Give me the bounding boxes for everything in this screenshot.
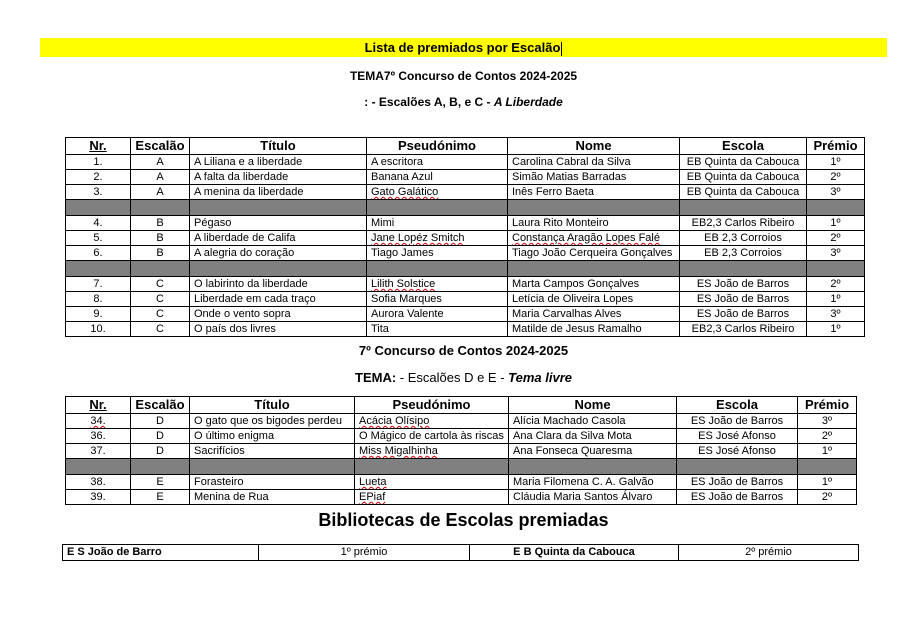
cell-escalao: A: [131, 170, 190, 185]
cell-nome: Maria Filomena C. A. Galvão: [509, 475, 677, 490]
separator-cell: [807, 261, 865, 277]
section2-title-text: 7º Concurso de Contos 2024-2025: [358, 343, 569, 358]
section1-title-text: TEMA7º Concurso de Contos 2024-2025: [349, 69, 578, 83]
cell-pseudonimo: Tita: [367, 322, 508, 337]
section2-label: TEMA:: [355, 370, 397, 385]
cell-titulo: O país dos livres: [190, 322, 367, 337]
header-titulo: Título: [190, 397, 355, 414]
section2-subtitle: [40, 370, 887, 385]
header-premio: Prémio: [807, 138, 865, 155]
header-escalao: Escalão: [131, 397, 190, 414]
library-school-1: E S João de Barro: [63, 545, 259, 561]
cell-nr: 10.: [66, 322, 131, 337]
separator-cell: [66, 200, 131, 216]
cell-escola: EB2,3 Carlos Ribeiro: [680, 322, 807, 337]
cell-escola: ES João de Barros: [677, 414, 798, 429]
cell-escalao: A: [131, 185, 190, 200]
cell-escalao: D: [131, 414, 190, 429]
header-escalao: Escalão: [131, 138, 190, 155]
cell-nome: Ana Fonseca Quaresma: [509, 444, 677, 459]
cell-escalao: E: [131, 475, 190, 490]
cell-escola: EB Quinta da Cabouca: [680, 170, 807, 185]
cell-premio: 3º: [807, 307, 865, 322]
cell-nome: Matilde de Jesus Ramalho: [508, 322, 680, 337]
separator-cell: [131, 459, 190, 475]
cell-nome: Alícia Machado Casola: [509, 414, 677, 429]
cell-escola: ES João de Barros: [680, 277, 807, 292]
awards-table-abc-body: [66, 155, 865, 337]
separator-cell: [367, 261, 508, 277]
cell-nr: 37.: [66, 444, 131, 459]
cell-nr: 7.: [66, 277, 131, 292]
cell-nome: Maria Carvalhas Alves: [508, 307, 680, 322]
cell-premio: 1º: [798, 444, 857, 459]
cell-pseudonimo: Aurora Valente: [367, 307, 508, 322]
cell-pseudonimo: O Mágico de cartola às riscas: [355, 429, 509, 444]
section1-subtitle: [40, 95, 887, 109]
awards-table-abc: [65, 137, 865, 337]
library-prize-2: 2º prémio: [679, 545, 859, 561]
separator-cell: [66, 261, 131, 277]
separator-cell: [190, 261, 367, 277]
cell-nr: 6.: [66, 246, 131, 261]
cell-premio: 3º: [798, 414, 857, 429]
cell-escalao: C: [131, 307, 190, 322]
cell-escalao: C: [131, 292, 190, 307]
header-titulo: Título: [190, 138, 367, 155]
cell-premio: 1º: [807, 322, 865, 337]
table-row: [66, 322, 865, 337]
cell-premio: 3º: [807, 246, 865, 261]
separator-cell: [66, 459, 131, 475]
header-premio: Prémio: [798, 397, 857, 414]
separator-cell: [355, 459, 509, 475]
cell-escola: EB Quinta da Cabouca: [680, 155, 807, 170]
table-row: [66, 307, 865, 322]
libraries-row: [63, 545, 859, 561]
cell-nr: 36.: [66, 429, 131, 444]
table-row: [66, 231, 865, 246]
section1-theme: A Liberdade: [493, 95, 563, 109]
cell-nr: 2.: [66, 170, 131, 185]
cell-titulo: Forasteiro: [190, 475, 355, 490]
cell-pseudonimo: Acácia Olísipo: [355, 414, 509, 429]
separator-cell: [131, 261, 190, 277]
text-cursor: [561, 42, 562, 56]
banner-title-text: Lista de premiados por Escalão: [364, 40, 561, 55]
cell-premio: 3º: [807, 185, 865, 200]
cell-nome: Constança Aragão Lopes Falé: [508, 231, 680, 246]
cell-escola: ES João de Barros: [680, 307, 807, 322]
header-escola: Escola: [680, 138, 807, 155]
separator-cell: [680, 261, 807, 277]
separator-cell: [190, 459, 355, 475]
header-nome: Nome: [508, 138, 680, 155]
cell-premio: 2º: [798, 490, 857, 505]
cell-escalao: B: [131, 246, 190, 261]
table-row: [66, 292, 865, 307]
header-escola: Escola: [677, 397, 798, 414]
cell-titulo: Sacrifícios: [190, 444, 355, 459]
cell-escola: ES José Afonso: [677, 429, 798, 444]
cell-escola: EB 2,3 Corroios: [680, 246, 807, 261]
cell-premio: 1º: [807, 216, 865, 231]
group-separator-row: [66, 261, 865, 277]
cell-nome: Simão Matias Barradas: [508, 170, 680, 185]
table-row: [66, 185, 865, 200]
cell-nome: Laura Rito Monteiro: [508, 216, 680, 231]
section1-subtitle-prefix: : - Escalões A, B, e C -: [364, 95, 494, 109]
cell-pseudonimo: Gato Galático: [367, 185, 508, 200]
table-header-row: [66, 138, 865, 155]
header-nr: Nr.: [66, 397, 131, 414]
cell-escalao: B: [131, 216, 190, 231]
cell-titulo: A liberdade de Califa: [190, 231, 367, 246]
library-school-2: E B Quinta da Cabouca: [470, 545, 679, 561]
cell-pseudonimo: EPiaf: [355, 490, 509, 505]
library-prize-1: 1º prémio: [259, 545, 470, 561]
separator-cell: [190, 200, 367, 216]
cell-titulo: A menina da liberdade: [190, 185, 367, 200]
separator-cell: [807, 200, 865, 216]
cell-escola: ES João de Barros: [680, 292, 807, 307]
awards-table-de-body: [66, 414, 857, 505]
cell-escola: ES João de Barros: [677, 490, 798, 505]
header-pseudonimo: Pseudónimo: [355, 397, 509, 414]
separator-cell: [508, 261, 680, 277]
cell-nome: Marta Campos Gonçalves: [508, 277, 680, 292]
cell-premio: 2º: [807, 231, 865, 246]
cell-escola: ES José Afonso: [677, 444, 798, 459]
cell-escalao: C: [131, 322, 190, 337]
cell-titulo: Onde o vento sopra: [190, 307, 367, 322]
cell-nr: 39.: [66, 490, 131, 505]
separator-cell: [508, 200, 680, 216]
cell-escalao: A: [131, 155, 190, 170]
table-row: [66, 490, 857, 505]
libraries-table: [62, 544, 859, 561]
cell-premio: 2º: [807, 170, 865, 185]
separator-cell: [367, 200, 508, 216]
cell-escola: EB 2,3 Corroios: [680, 231, 807, 246]
table-header-row: [66, 397, 857, 414]
section2-subtitle-mid: - Escalões D e E -: [396, 370, 509, 385]
cell-escalao: C: [131, 277, 190, 292]
cell-nome: Tiago João Cerqueira Gonçalves: [508, 246, 680, 261]
cell-titulo: A alegria do coração: [190, 246, 367, 261]
cell-nr: 8.: [66, 292, 131, 307]
separator-cell: [677, 459, 798, 475]
table-row: [66, 170, 865, 185]
cell-titulo: Pégaso: [190, 216, 367, 231]
cell-escola: EB Quinta da Cabouca: [680, 185, 807, 200]
table-row: [66, 414, 857, 429]
cell-nr: 9.: [66, 307, 131, 322]
cell-escalao: E: [131, 490, 190, 505]
libraries-heading: Bibliotecas de Escolas premiadas: [318, 510, 609, 530]
cell-pseudonimo: Tiago James: [367, 246, 508, 261]
cell-escalao: B: [131, 231, 190, 246]
cell-nr: 34.: [66, 414, 131, 429]
cell-titulo: O gato que os bigodes perdeu: [190, 414, 355, 429]
header-pseudonimo: Pseudónimo: [367, 138, 508, 155]
cell-pseudonimo: Jane Lopéz Smitch: [367, 231, 508, 246]
separator-cell: [131, 200, 190, 216]
header-nome: Nome: [509, 397, 677, 414]
cell-titulo: O último enigma: [190, 429, 355, 444]
cell-pseudonimo: Sofia Marques: [367, 292, 508, 307]
cell-escola: EB2,3 Carlos Ribeiro: [680, 216, 807, 231]
cell-nr: 38.: [66, 475, 131, 490]
section1-title: [40, 69, 887, 83]
cell-pseudonimo: Mimi: [367, 216, 508, 231]
table-row: [66, 444, 857, 459]
section2-theme: Tema livre: [508, 370, 572, 385]
cell-pseudonimo: Banana Azul: [367, 170, 508, 185]
cell-nome: Ana Clara da Silva Mota: [509, 429, 677, 444]
awards-table-de: [65, 396, 857, 505]
table-row: [66, 475, 857, 490]
cell-premio: 2º: [798, 429, 857, 444]
cell-premio: 1º: [807, 292, 865, 307]
separator-cell: [509, 459, 677, 475]
cell-premio: 1º: [807, 155, 865, 170]
cell-titulo: A Liliana e a liberdade: [190, 155, 367, 170]
cell-pseudonimo: Lilith Solstice: [367, 277, 508, 292]
group-separator-row: [66, 459, 857, 475]
cell-premio: 2º: [807, 277, 865, 292]
cell-nome: Letícia de Oliveira Lopes: [508, 292, 680, 307]
table-row: [66, 246, 865, 261]
cell-nome: Cláudia Maria Santos Álvaro: [509, 490, 677, 505]
cell-nr: 1.: [66, 155, 131, 170]
cell-escalao: D: [131, 444, 190, 459]
cell-pseudonimo: A escritora: [367, 155, 508, 170]
cell-pseudonimo: Miss Migalhinha: [355, 444, 509, 459]
cell-pseudonimo: Lueta: [355, 475, 509, 490]
cell-titulo: Liberdade em cada traço: [190, 292, 367, 307]
table-row: [66, 429, 857, 444]
cell-nr: 3.: [66, 185, 131, 200]
cell-titulo: O labirinto da liberdade: [190, 277, 367, 292]
cell-nome: Inês Ferro Baeta: [508, 185, 680, 200]
section2-title: [40, 343, 887, 358]
table-row: [66, 155, 865, 170]
header-nr: Nr.: [66, 138, 131, 155]
table-row: [66, 216, 865, 231]
cell-nome: Carolina Cabral da Silva: [508, 155, 680, 170]
separator-cell: [798, 459, 857, 475]
cell-titulo: A falta da liberdade: [190, 170, 367, 185]
cell-escalao: D: [131, 429, 190, 444]
cell-escola: ES João de Barros: [677, 475, 798, 490]
table-row: [66, 277, 865, 292]
banner-title[interactable]: [40, 38, 887, 57]
cell-nr: 5.: [66, 231, 131, 246]
separator-cell: [680, 200, 807, 216]
cell-nr: 4.: [66, 216, 131, 231]
group-separator-row: [66, 200, 865, 216]
cell-premio: 1º: [798, 475, 857, 490]
cell-titulo: Menina de Rua: [190, 490, 355, 505]
